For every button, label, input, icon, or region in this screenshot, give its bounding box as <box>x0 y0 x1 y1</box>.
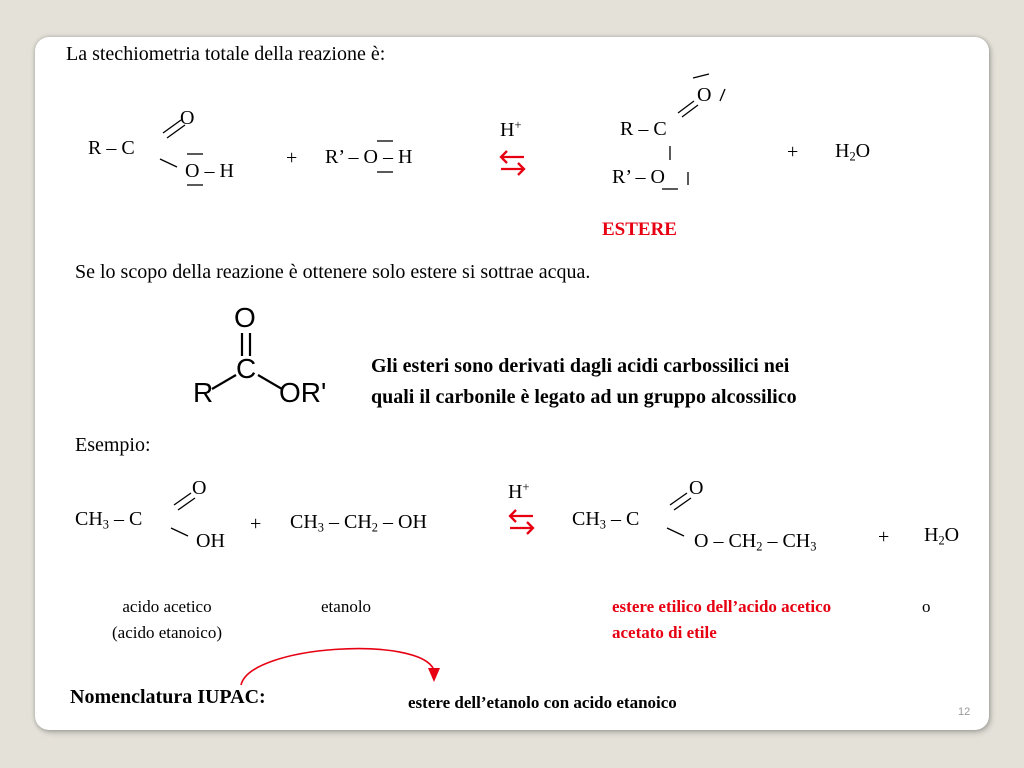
intro-text: La stechiometria totale della reazione è: <box>66 43 386 65</box>
r2-acid-oh: OH <box>196 530 225 552</box>
definition-line-2: quali il carbonile è legato ad un gruppo alcossilico <box>371 386 797 408</box>
r2-ethanol: $CH_3 - CH_2$ – OH <box>290 511 427 535</box>
r1-alcohol: R’ – O – H <box>325 146 413 168</box>
r2-plus-2: + <box>878 526 890 548</box>
name-acid-line-1: acido acetico <box>122 597 212 616</box>
r1-plus-2: + <box>787 141 799 163</box>
struct-or: OR' <box>279 377 327 408</box>
r1-plus-1: + <box>286 147 298 169</box>
struct-o: O <box>234 302 256 333</box>
name-acid-line-2: (acido etanoico) <box>112 623 222 642</box>
r2-ester-chain: O – $CH_2 - CH_3$ <box>694 530 817 554</box>
name-or: o <box>922 597 931 616</box>
r1-ester-rc: R – C <box>620 118 667 140</box>
r2-water: $H_2O$ <box>924 524 960 548</box>
r1-acid-oh: O – H <box>185 160 234 182</box>
name-ethanol: etanolo <box>321 597 372 616</box>
r1-water: $H_2O$ <box>835 140 871 164</box>
note-text: Se lo scopo della reazione è ottenere solo estere si sottrae acqua. <box>75 261 591 283</box>
r2-acid-ch3c: $CH_3$ – C <box>75 508 143 532</box>
r1-acid-o-top: O <box>180 107 195 129</box>
definition-line-1: Gli esteri sono derivati dagli acidi carbossilici nei <box>371 355 790 377</box>
page-number: 12 <box>958 706 971 718</box>
name-ester-line-2: acetato di etile <box>612 623 717 642</box>
r2-catalyst: H+ <box>508 480 530 503</box>
r2-acid-o-top: O <box>192 477 207 499</box>
r2-ester-o-top: O <box>689 477 704 499</box>
r1-ester-label: ESTERE <box>602 219 677 240</box>
r2-plus-1: + <box>250 513 262 535</box>
iupac-name: estere dell’etanolo con acido etanoico <box>408 693 677 712</box>
iupac-label: Nomenclatura IUPAC: <box>70 686 266 708</box>
r1-catalyst: H+ <box>500 118 522 141</box>
struct-r: R <box>193 377 214 408</box>
name-ester-line-1: estere etilico dell’acido acetico <box>612 597 832 616</box>
example-label: Esempio: <box>75 434 151 456</box>
r1-acid-rc: R – C <box>88 137 135 159</box>
r1-ester-ro: R’ – O <box>612 166 665 188</box>
r1-ester-o-top: O <box>697 84 712 106</box>
struct-c: C <box>236 353 257 384</box>
r2-ester-ch3c: $CH_3$ – C <box>572 508 640 532</box>
